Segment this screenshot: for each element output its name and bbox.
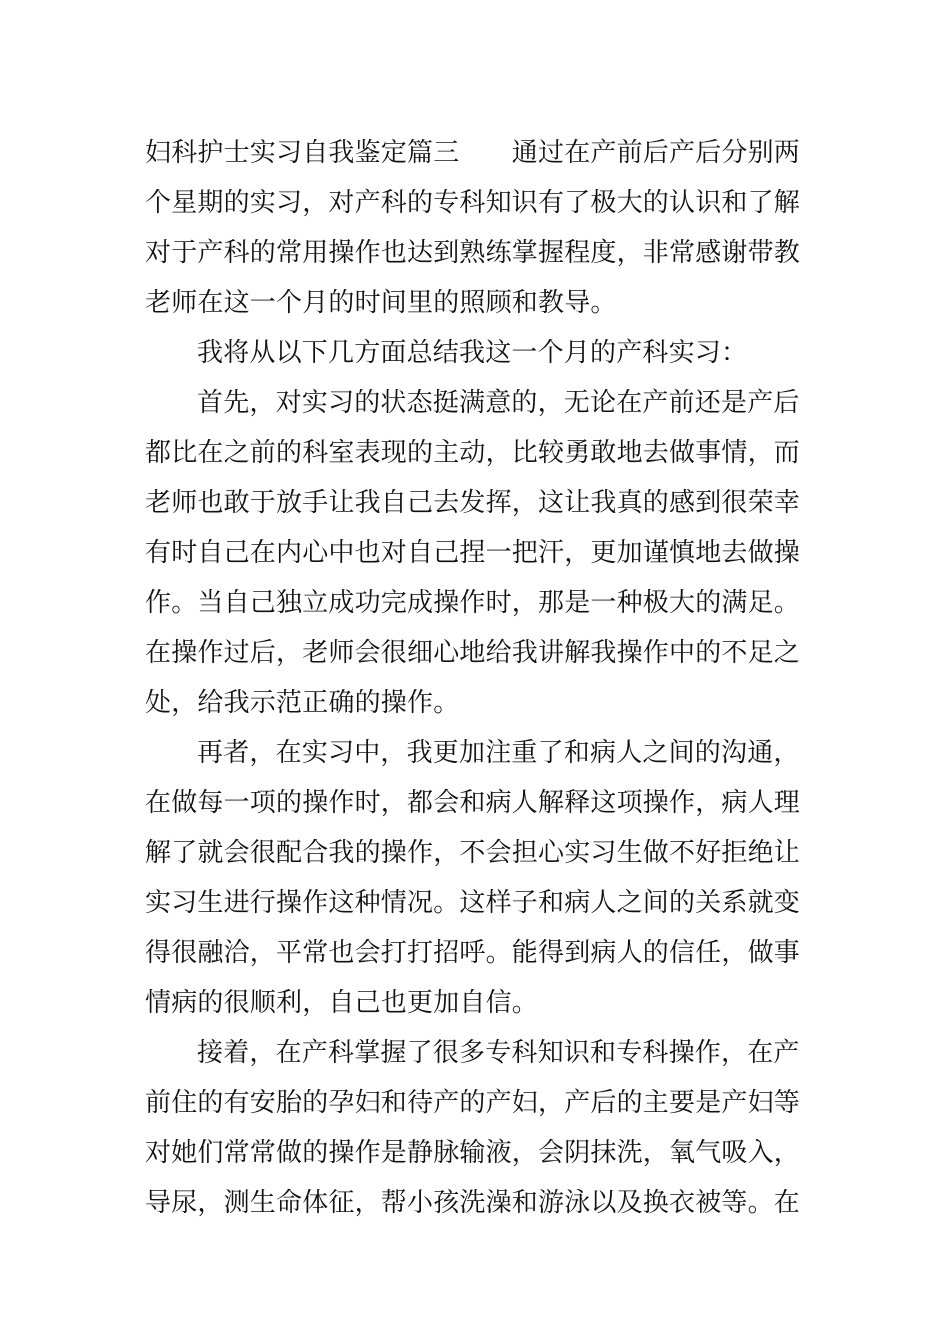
text-line: 接着，在产科掌握了很多专科知识和专科操作，在产 xyxy=(197,1038,800,1068)
text-line: 有时自己在内心中也对自己捏一把汗，更加谨慎地去做操 xyxy=(145,538,801,568)
text-line: 再者，在实习中，我更加注重了和病人之间的沟通， xyxy=(197,738,800,768)
text-line: 在操作过后，老师会很细心地给我讲解我操作中的不足之 xyxy=(145,638,801,668)
text-line: 解了就会很配合我的操作，不会担心实习生做不好拒绝让 xyxy=(145,838,801,868)
text-line: 老师也敢于放手让我自己去发挥，这让我真的感到很荣幸 xyxy=(145,488,801,518)
text-line: 妇科护士实习自我鉴定篇三 通过在产前后产后分别两 xyxy=(145,138,801,168)
text-line: 我将从以下几方面总结我这一个月的产科实习： xyxy=(197,338,748,368)
text-line: 个星期的实习，对产科的专科知识有了极大的认识和了解 xyxy=(145,188,801,218)
text-line: 作。当自己独立成功完成操作时，那是一种极大的满足。 xyxy=(145,588,801,618)
text-line: 在做每一项的操作时，都会和病人解释这项操作，病人理 xyxy=(145,788,801,818)
text-line: 老师在这一个月的时间里的照顾和教导。 xyxy=(145,288,617,318)
text-line: 情病的很顺利，自己也更加自信。 xyxy=(145,988,539,1018)
text-line: 对她们常常做的操作是静脉输液，会阴抹洗，氧气吸入， xyxy=(145,1138,801,1168)
text-line: 都比在之前的科室表现的主动，比较勇敢地去做事情，而 xyxy=(145,438,801,468)
text-line: 得很融洽，平常也会打打招呼。能得到病人的信任，做事 xyxy=(145,938,801,968)
document-body xyxy=(145,128,807,1228)
text-line: 导尿，测生命体征，帮小孩洗澡和游泳以及换衣被等。在 xyxy=(145,1188,801,1218)
text-line: 首先，对实习的状态挺满意的，无论在产前还是产后 xyxy=(197,388,800,418)
text-line: 实习生进行操作这种情况。这样子和病人之间的关系就变 xyxy=(145,888,801,918)
text-line: 对于产科的常用操作也达到熟练掌握程度，非常感谢带教 xyxy=(145,238,801,268)
text-line: 前住的有安胎的孕妇和待产的产妇，产后的主要是产妇等 xyxy=(145,1088,801,1118)
text-line: 处，给我示范正确的操作。 xyxy=(145,688,460,718)
